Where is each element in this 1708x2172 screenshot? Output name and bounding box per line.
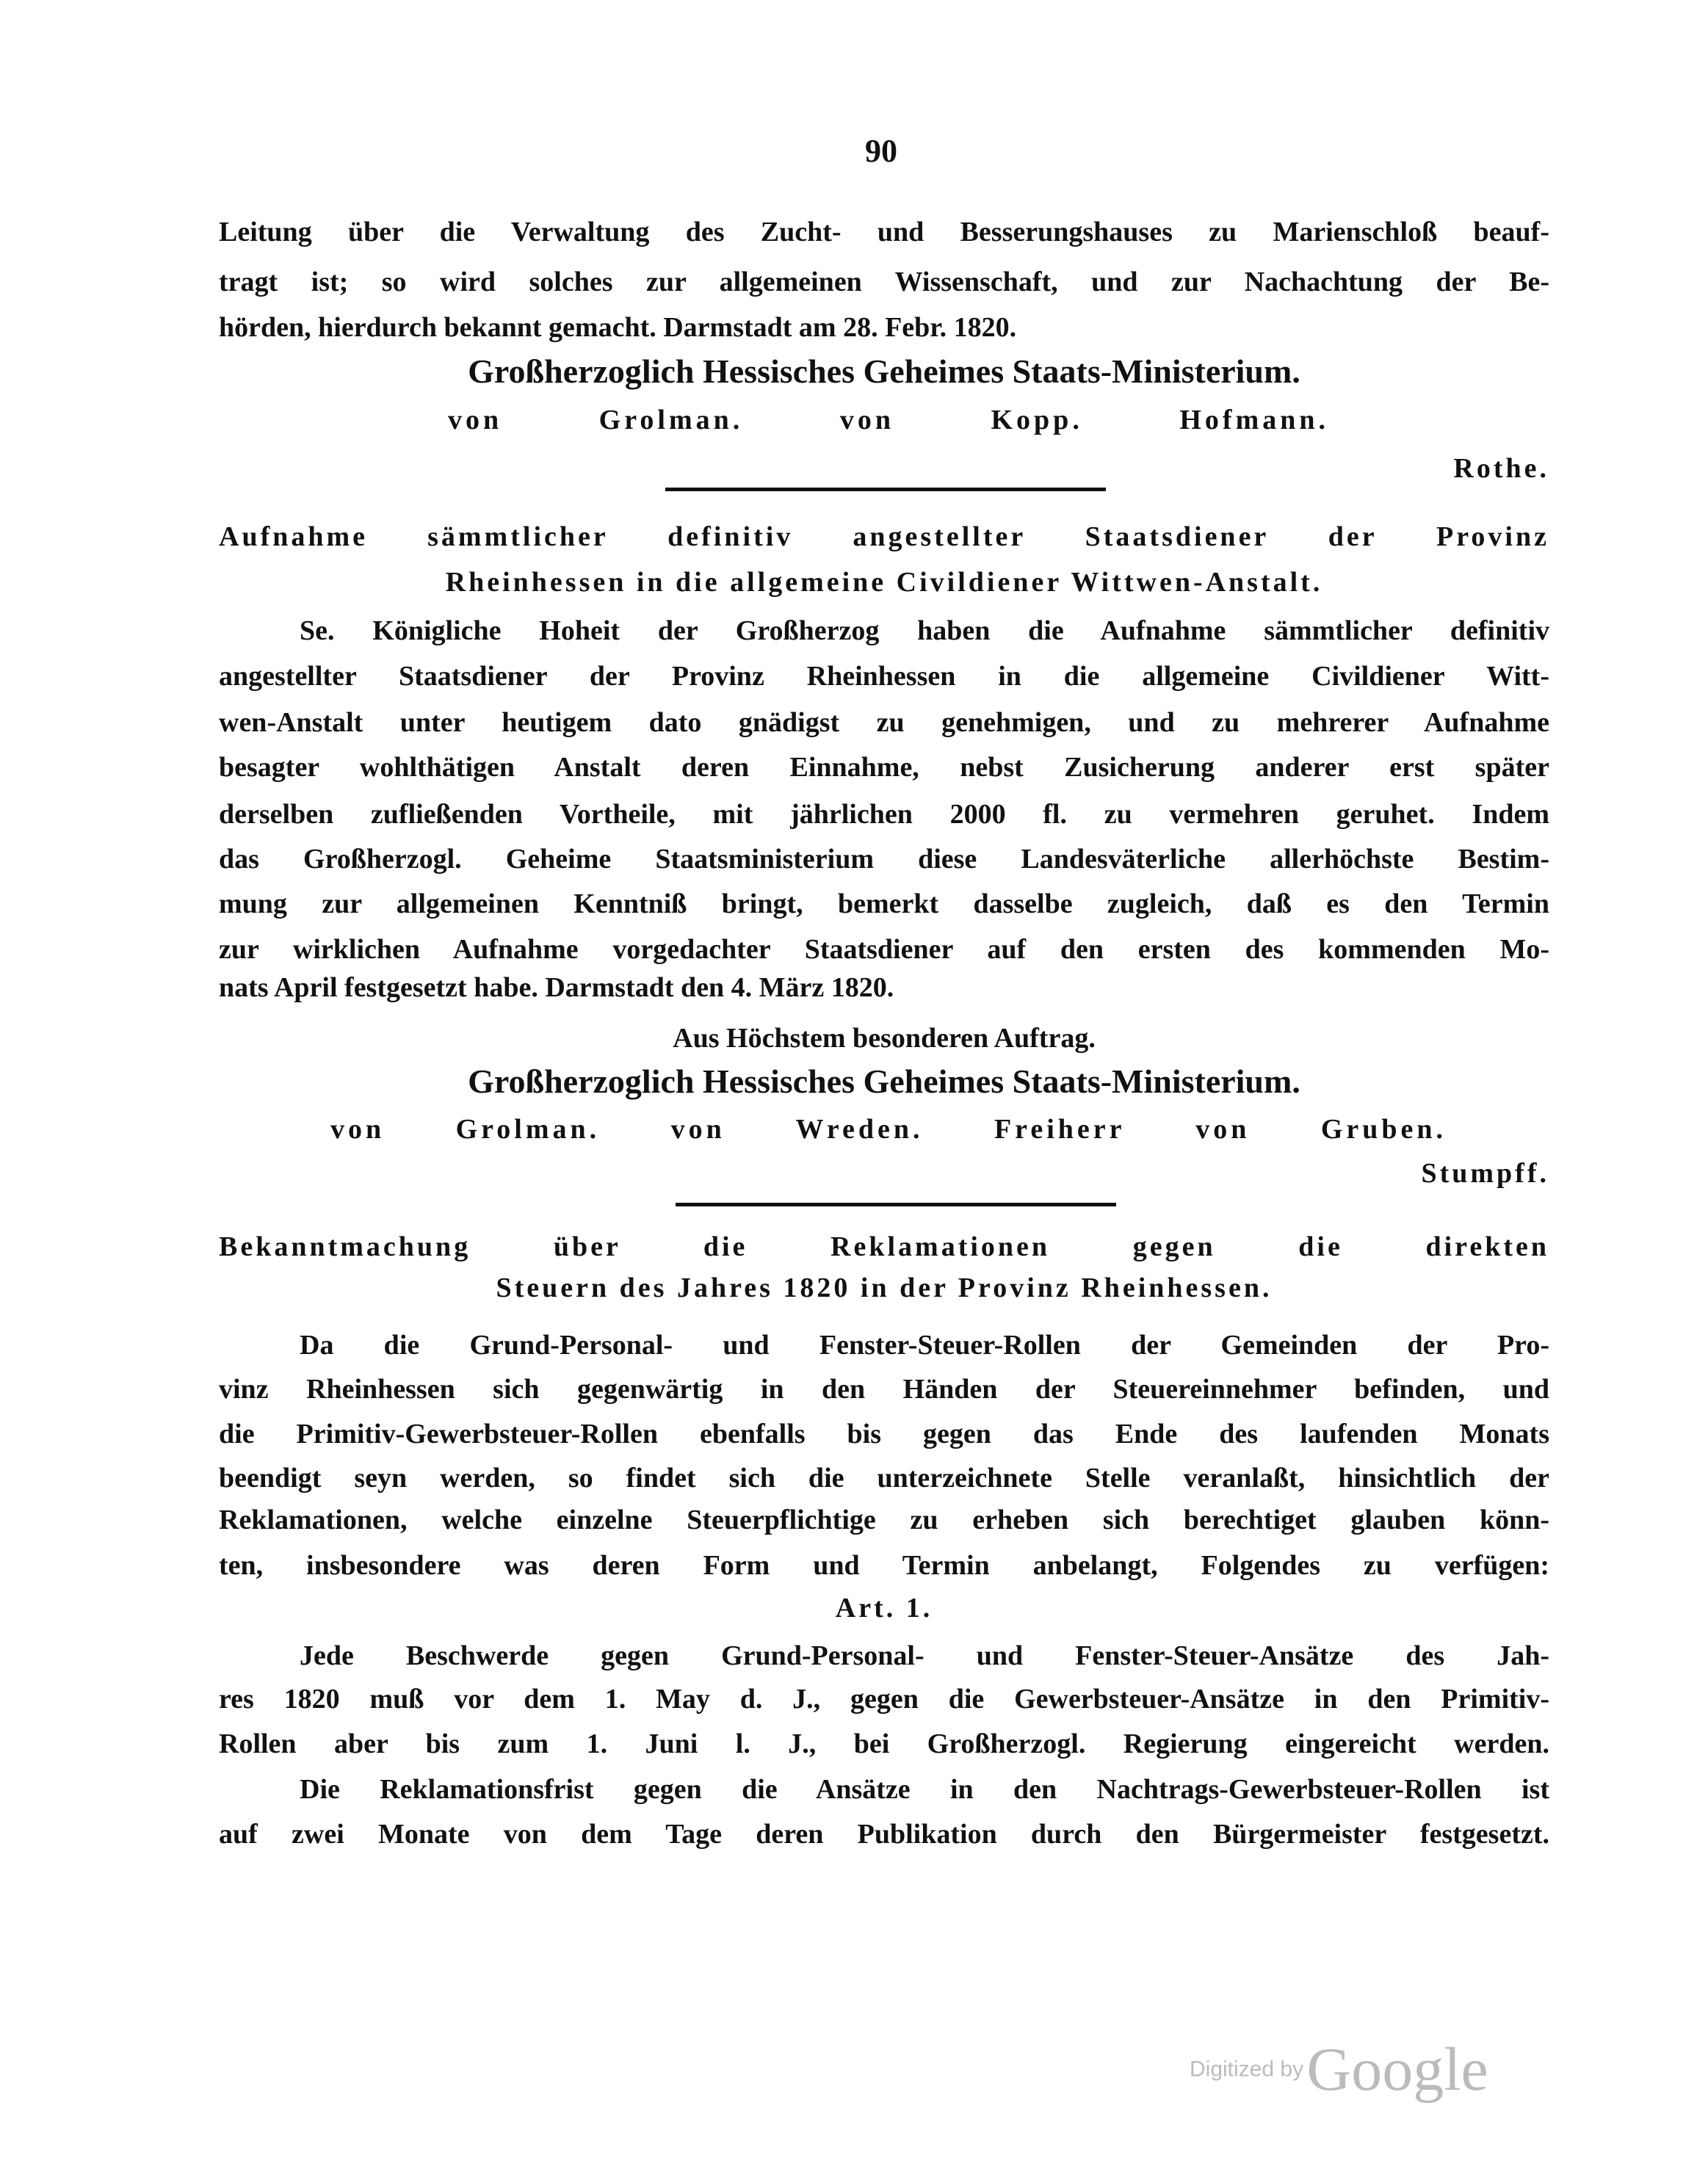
text-line: Rollen aber bis zum 1. Juni l. J., bei Großherzogl. Regierung eingereicht werden. — [219, 1728, 1549, 1759]
text-line: die Primitiv-Gewerbsteuer-Rollen ebenfalls bis gegen das Ende des laufenden Monats — [219, 1419, 1549, 1449]
signatory: von Grolman. — [448, 405, 744, 435]
text-line: beendigt seyn werden, so findet sich die unterzeichnete Stelle veranlaßt, hinsichtlich der — [219, 1463, 1549, 1494]
watermark-prefix: Digitized by — [1190, 2057, 1304, 2082]
countersign: Rothe. — [1453, 453, 1549, 484]
section-title: Steuern des Jahres 1820 in der Provinz Rheinhessen. — [496, 1273, 1273, 1303]
google-watermark — [1190, 2034, 1488, 2105]
countersign: Stumpff. — [1421, 1158, 1549, 1189]
section-title: Rheinhessen in die allgemeine Civildiener Wittwen-Anstalt. — [445, 567, 1323, 598]
text-line: Leitung über die Verwaltung des Zucht- und Besserungshauses zu Marienschloß beauf- — [219, 217, 1549, 247]
section-title: Bekanntmachung über die Reklamationen gegen die direkten — [219, 1231, 1549, 1262]
text-line: angestellter Staatsdiener der Provinz Rheinhessen in die allgemeine Civildiener Witt- — [219, 661, 1549, 692]
signatory: von Kopp. — [839, 405, 1083, 435]
mandate-line: Aus Höchstem besonderen Auftrag. — [673, 1023, 1096, 1054]
page-number: 90 — [865, 133, 897, 169]
text-line: das Großherzogl. Geheime Staatsministerium diese Landesväterliche allerhöchste Bestim- — [219, 844, 1549, 875]
text-line: mung zur allgemeinen Kenntniß bringt, bemerkt dasselbe zugleich, daß es den Termin — [219, 888, 1549, 919]
text-line: vinz Rheinhessen sich gegenwärtig in den Händen der Steuereinnehmer befinden, und — [219, 1374, 1549, 1405]
text-line: zur wirklichen Aufnahme vorgedachter Staatsdiener auf den ersten des kommenden Mo- — [219, 934, 1549, 965]
text-line: hörden, hierdurch bekannt gemacht. Darmstadt am 28. Febr. 1820. — [219, 312, 1017, 343]
divider-rule — [665, 488, 1106, 491]
authority-heading: Großherzoglich Hessisches Geheimes Staats-Ministerium. — [468, 352, 1300, 390]
text-line: res 1820 muß vor dem 1. May d. J., gegen die Gewerbsteuer-Ansätze in den Primitiv- — [219, 1684, 1549, 1715]
text-line: nats April festgesetzt habe. Darmstadt den 4. März 1820. — [219, 972, 894, 1003]
section-title: Aufnahme sämmtlicher definitiv angestellter Staatsdiener der Provinz — [219, 521, 1549, 552]
article-heading: Art. 1. — [835, 1593, 933, 1623]
text-line: Die Reklamationsfrist gegen die Ansätze in den Nachtrags-Gewerbsteuer-Rollen ist — [300, 1774, 1549, 1805]
signatory: von Wreden. — [670, 1114, 924, 1145]
signatory: von Grolman. — [330, 1114, 601, 1145]
signatory: Hofmann. — [1179, 405, 1330, 435]
authority-heading: Großherzoglich Hessisches Geheimes Staats-Ministerium. — [468, 1063, 1300, 1100]
text-line: Reklamationen, welche einzelne Steuerpflichtige zu erheben sich berechtiget glauben könn- — [219, 1505, 1549, 1535]
text-line: Se. Königliche Hoheit der Großherzog haben die Aufnahme sämmtlicher definitiv — [300, 615, 1549, 646]
divider-rule — [676, 1203, 1116, 1206]
watermark-brand: Google — [1306, 2035, 1488, 2104]
text-line: derselben zufließenden Vortheile, mit jährlichen 2000 fl. zu vermehren geruhet. Indem — [219, 799, 1549, 830]
text-line: besagter wohlthätigen Anstalt deren Einnahme, nebst Zusicherung anderer erst später — [219, 752, 1549, 783]
signatory: Freiherr von Gruben. — [994, 1114, 1447, 1145]
text-line: Jede Beschwerde gegen Grund-Personal- und Fenster-Steuer-Ansätze des Jah- — [300, 1640, 1549, 1671]
text-line: tragt ist; so wird solches zur allgemeinen Wissenschaft, und zur Nachachtung der Be- — [219, 267, 1549, 297]
text-line: Da die Grund-Personal- und Fenster-Steuer-Rollen der Gemeinden der Pro- — [300, 1330, 1549, 1361]
text-line: ten, insbesondere was deren Form und Termin anbelangt, Folgendes zu verfügen: — [219, 1550, 1549, 1581]
text-line: wen-Anstalt unter heutigem dato gnädigst zu genehmigen, und zu mehrerer Aufnahme — [219, 707, 1549, 738]
text-line: auf zwei Monate von dem Tage deren Publikation durch den Bürgermeister festgesetzt. — [219, 1819, 1549, 1850]
signatories — [448, 398, 1329, 442]
signatories — [330, 1107, 1447, 1151]
